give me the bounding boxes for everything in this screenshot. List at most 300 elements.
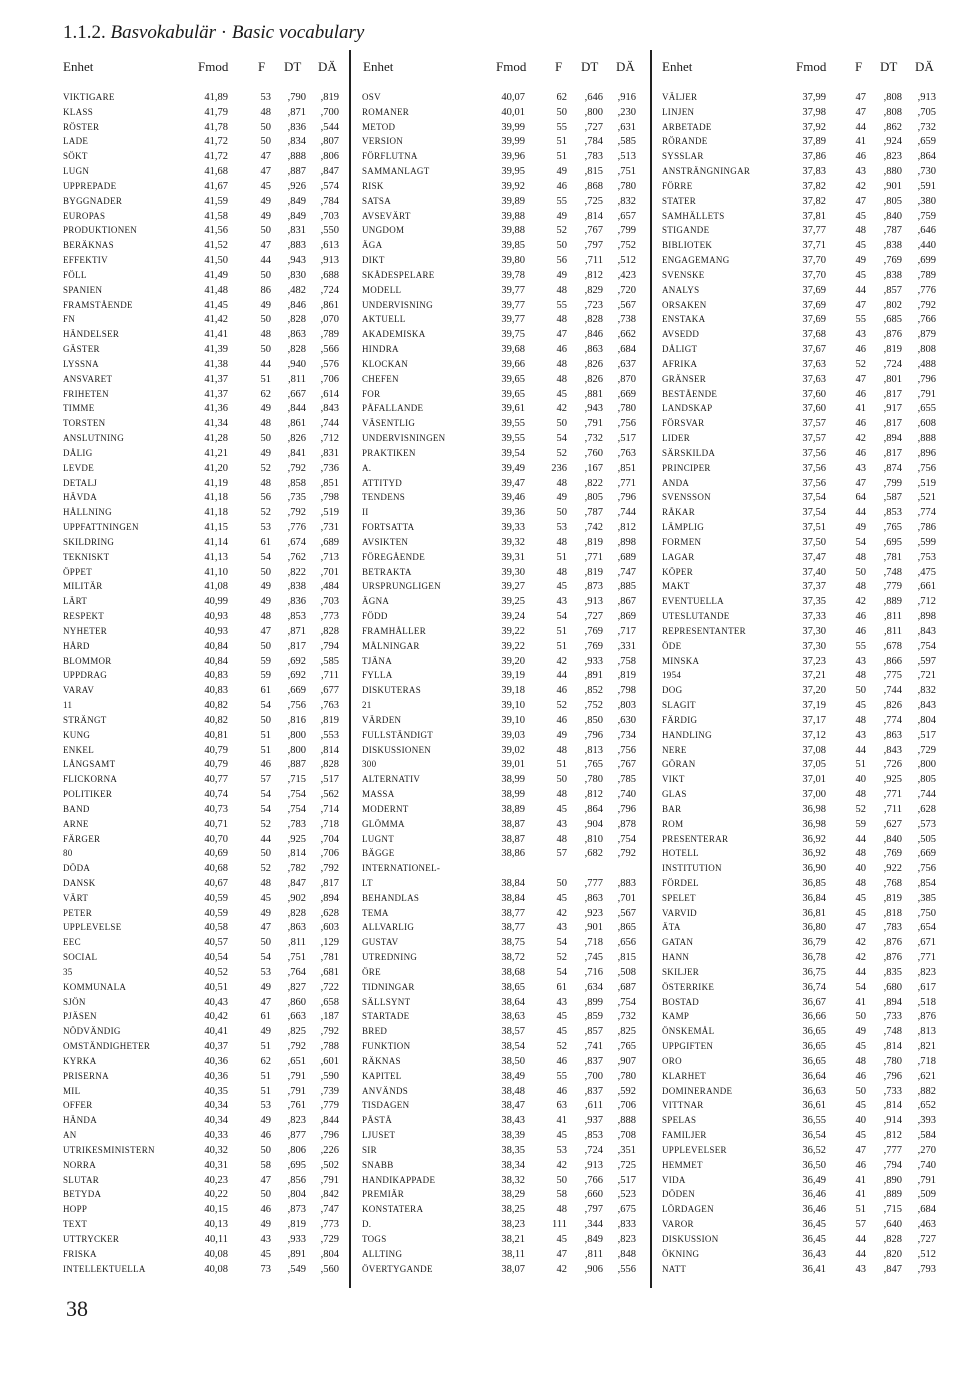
cell-dt: ,727 [584, 611, 603, 623]
cell-fmod: 41,50 [204, 255, 228, 267]
cell-da: ,861 [320, 299, 339, 311]
cell-fmod: 37,86 [802, 151, 826, 163]
cell-enhet: KLOCKAN [362, 358, 409, 369]
cell-da: ,780 [617, 180, 636, 192]
cell-dt: ,876 [883, 952, 902, 964]
cell-f: 44 [556, 670, 567, 682]
cell-fmod: 39,10 [501, 700, 525, 712]
cell-da: ,657 [617, 210, 636, 222]
cell-f: 54 [556, 966, 567, 978]
cell-enhet: BAR [662, 803, 682, 814]
cell-fmod: 39,55 [501, 433, 525, 445]
cell-fmod: 40,36 [204, 1070, 228, 1082]
cell-dt: ,828 [287, 344, 306, 356]
cell-enhet: ARBETADE [662, 121, 712, 132]
cell-da: ,876 [917, 1011, 936, 1023]
cell-f: 47 [260, 922, 271, 934]
cell-f: 43 [855, 166, 866, 178]
cell-fmod: 37,70 [802, 269, 826, 281]
cell-f: 52 [260, 462, 271, 474]
cell-dt: ,627 [883, 818, 902, 830]
cell-dt: ,783 [584, 151, 603, 163]
cell-fmod: 37,30 [802, 640, 826, 652]
cell-da: ,517 [617, 1174, 636, 1186]
cell-enhet: FOR [362, 388, 381, 399]
cell-enhet: NERE [662, 744, 687, 755]
cell-dt: ,819 [883, 344, 902, 356]
cell-f: 48 [855, 581, 866, 593]
cell-dt: ,771 [584, 551, 603, 563]
cell-enhet: RÖSTER [63, 121, 100, 132]
cell-dt: ,811 [288, 937, 306, 949]
cell-dt: ,828 [287, 907, 306, 919]
cell-dt: ,922 [883, 863, 902, 875]
cell-enhet: PREMIÄR [362, 1189, 405, 1200]
cell-fmod: 41,19 [204, 477, 228, 489]
cell-fmod: 40,51 [204, 981, 228, 993]
cell-enhet: FULLSTÄNDIGT [362, 729, 434, 740]
cell-f: 59 [260, 670, 271, 682]
cell-dt: ,837 [584, 1055, 603, 1067]
cell-f: 41 [855, 136, 866, 148]
cell-f: 49 [260, 1026, 271, 1038]
cell-enhet: ORO [662, 1055, 682, 1066]
cell-f: 46 [556, 1055, 567, 1067]
header-da: DÄ [915, 59, 934, 74]
cell-fmod: 39,68 [501, 344, 525, 356]
cell-fmod: 36,84 [802, 892, 826, 904]
cell-da: ,684 [617, 344, 636, 356]
cell-f: 46 [855, 625, 866, 637]
cell-f: 45 [556, 1130, 567, 1142]
cell-da: ,706 [320, 848, 339, 860]
cell-dt: ,692 [287, 670, 306, 682]
cell-dt: ,549 [287, 1263, 306, 1275]
header-dt: DT [581, 59, 599, 74]
cell-fmod: 40,73 [204, 803, 228, 815]
cell-enhet: VÄRT [63, 892, 89, 903]
cell-enhet: SPELET [662, 892, 696, 903]
cell-da: ,706 [617, 1100, 636, 1112]
cell-enhet: SPANIEN [63, 284, 103, 295]
cell-f: 111 [552, 1219, 567, 1231]
cell-fmod: 36,98 [802, 818, 826, 830]
cell-fmod: 41,20 [204, 462, 228, 474]
cell-enhet: HÅLLNING [63, 507, 112, 518]
cell-dt: ,937 [584, 1115, 603, 1127]
cell-enhet: DÖDA [63, 863, 91, 874]
cell-da: ,798 [320, 492, 339, 504]
cell-f: 49 [556, 729, 567, 741]
cell-dt: ,792 [287, 507, 306, 519]
cell-fmod: 40,81 [204, 729, 228, 741]
cell-da: ,792 [917, 299, 936, 311]
cell-fmod: 37,89 [802, 136, 826, 148]
cell-fmod: 40,35 [204, 1085, 228, 1097]
cell-da: ,793 [917, 1263, 936, 1275]
cell-f: 42 [855, 952, 866, 964]
cell-fmod: 39,66 [501, 358, 525, 370]
cell-fmod: 38,43 [501, 1115, 525, 1127]
cell-dt: ,843 [883, 744, 902, 756]
cell-enhet: TIMME [63, 403, 95, 414]
cell-fmod: 41,58 [204, 210, 228, 222]
cell-enhet: PRESENTERAR [662, 833, 729, 844]
cell-enhet: UNDERVISNINGEN [362, 433, 446, 444]
cell-da: ,736 [320, 462, 339, 474]
cell-fmod: 37,35 [802, 596, 826, 608]
cell-dt: ,725 [584, 195, 603, 207]
cell-enhet: TIDNINGAR [362, 981, 415, 992]
cell-da: ,519 [320, 507, 339, 519]
cell-dt: ,817 [287, 640, 306, 652]
cell-fmod: 39,75 [501, 329, 525, 341]
cell-da: ,806 [320, 151, 339, 163]
cell-enhet: DETALJ [63, 477, 98, 488]
cell-f: 61 [260, 685, 271, 697]
cell-da: ,763 [617, 447, 636, 459]
cell-dt: ,781 [883, 551, 902, 563]
cell-enhet: LJUSET [362, 1130, 396, 1141]
cell-f: 44 [260, 358, 271, 370]
cell-dt: ,881 [584, 388, 603, 400]
cell-f: 48 [556, 314, 567, 326]
cell-da: ,896 [917, 447, 936, 459]
cell-f: 45 [556, 1026, 567, 1038]
cell-dt: ,811 [884, 611, 902, 623]
cell-da: ,843 [917, 625, 936, 637]
cell-da: ,883 [617, 877, 636, 889]
cell-fmod: 38,75 [501, 937, 525, 949]
cell-enhet: VIKTIGARE [63, 92, 115, 102]
cell-f: 73 [260, 1263, 271, 1275]
cell-enhet: REPRESENTANTER [662, 625, 746, 636]
cell-fmod: 36,80 [802, 922, 826, 934]
cell-enhet: GRÄNSER [662, 373, 707, 384]
cell-f: 53 [260, 966, 271, 978]
cell-enhet: ÖDE [662, 640, 682, 651]
cell-dt: ,802 [883, 299, 902, 311]
cell-f: 50 [855, 1011, 866, 1023]
cell-da: ,713 [320, 551, 339, 563]
cell-fmod: 38,68 [501, 966, 525, 978]
cell-enhet: SATSA [362, 195, 392, 206]
cell-f: 43 [556, 996, 567, 1008]
cell-enhet: SNABB [362, 1159, 394, 1170]
cell-dt: ,816 [287, 714, 306, 726]
cell-enhet: LÄMPLIG [662, 522, 705, 533]
cell-dt: ,902 [287, 892, 306, 904]
cell-dt: ,797 [584, 1204, 603, 1216]
cell-dt: ,692 [287, 655, 306, 667]
cell-enhet: OMSTÄNDIGHETER [63, 1041, 151, 1052]
cell-dt: ,846 [287, 299, 306, 311]
cell-fmod: 41,28 [204, 433, 228, 445]
cell-enhet: BRED [362, 1026, 388, 1037]
cell-dt: ,891 [584, 670, 603, 682]
cell-da: ,712 [917, 596, 936, 608]
cell-fmod: 40,54 [204, 952, 228, 964]
cell-da: ,708 [617, 1130, 636, 1142]
cell-f: 48 [260, 877, 271, 889]
cell-fmod: 38,57 [501, 1026, 525, 1038]
cell-fmod: 39,30 [501, 566, 525, 578]
cell-f: 45 [855, 240, 866, 252]
header-fmod: Fmod [198, 59, 229, 74]
cell-fmod: 40,33 [204, 1130, 228, 1142]
cell-dt: ,805 [584, 492, 603, 504]
cell-f: 53 [260, 92, 271, 103]
cell-dt: ,777 [584, 877, 603, 889]
cell-dt: ,828 [883, 1233, 902, 1245]
cell-da: ,913 [320, 255, 339, 267]
cell-enhet: ÖPPET [63, 566, 93, 577]
cell-enhet: FN [63, 314, 76, 325]
cell-f: 45 [260, 1248, 271, 1260]
cell-da: ,226 [320, 1144, 339, 1156]
cell-enhet: VARVID [662, 907, 697, 918]
cell-enhet: LEVDE [63, 462, 94, 473]
cell-fmod: 39,47 [501, 477, 525, 489]
cell-enhet: DISKUSSION [662, 1233, 719, 1244]
cell-fmod: 38,07 [501, 1263, 525, 1275]
cell-fmod: 40,77 [204, 774, 228, 786]
cell-da: ,734 [617, 729, 636, 741]
cell-dt: ,669 [287, 685, 306, 697]
cell-enhet: MAKT [662, 581, 690, 592]
cell-f: 236 [551, 462, 567, 474]
cell-f: 63 [556, 1100, 567, 1112]
cell-enhet: DISKUSSIONEN [362, 744, 432, 755]
cell-dt: ,814 [584, 210, 603, 222]
cell-fmod: 40,34 [204, 1115, 228, 1127]
cell-da: ,729 [917, 744, 936, 756]
cell-dt: ,685 [883, 314, 902, 326]
cell-enhet: TEMA [362, 907, 389, 918]
cell-dt: ,800 [287, 744, 306, 756]
cell-da: ,894 [320, 892, 339, 904]
cell-dt: ,894 [883, 996, 902, 1008]
cell-f: 46 [855, 151, 866, 163]
cell-dt: ,847 [287, 877, 306, 889]
cell-dt: ,751 [287, 952, 306, 964]
cell-da: ,718 [917, 1055, 936, 1067]
cell-dt: ,783 [883, 922, 902, 934]
cell-dt: ,933 [287, 1233, 306, 1245]
cell-fmod: 37,92 [802, 121, 826, 133]
cell-dt: ,787 [584, 507, 603, 519]
cell-da: ,628 [320, 907, 339, 919]
cell-da: ,766 [917, 314, 936, 326]
cell-dt: ,925 [883, 774, 902, 786]
cell-enhet: UPPGIFTEN [662, 1041, 714, 1052]
cell-da: ,463 [917, 1219, 936, 1231]
cell-fmod: 39,89 [501, 195, 525, 207]
cell-enhet: DOMINERANDE [662, 1085, 733, 1096]
cell-fmod: 37,01 [802, 774, 826, 786]
cell-da: ,576 [320, 358, 339, 370]
cell-dt: ,791 [287, 1070, 306, 1082]
cell-fmod: 36,92 [802, 848, 826, 860]
cell-dt: ,863 [287, 329, 306, 341]
cell-fmod: 38,21 [501, 1233, 525, 1245]
cell-dt: ,344 [584, 1219, 603, 1231]
cell-da: ,774 [917, 507, 936, 519]
cell-da: ,637 [617, 358, 636, 370]
cell-f: 48 [855, 714, 866, 726]
cell-da: ,706 [320, 373, 339, 385]
cell-da: ,550 [320, 225, 339, 237]
cell-enhet: 11 [63, 700, 73, 711]
cell-fmod: 39,77 [501, 314, 525, 326]
cell-enhet: GÄSTER [63, 344, 100, 355]
cell-enhet: HÄNDA [63, 1115, 97, 1126]
cell-da: ,505 [917, 833, 936, 845]
cell-enhet: TEKNISKT [63, 551, 110, 562]
cell-f: 52 [556, 952, 567, 964]
cell-f: 49 [260, 210, 271, 222]
cell-fmod: 39,85 [501, 240, 525, 252]
cell-fmod: 36,55 [802, 1115, 826, 1127]
cell-fmod: 37,98 [802, 106, 826, 118]
cell-enhet: ORSAKEN [662, 299, 707, 310]
cell-fmod: 36,63 [802, 1085, 826, 1097]
cell-dt: ,826 [287, 433, 306, 445]
cell-f: 51 [260, 1041, 271, 1053]
cell-fmod: 38,63 [501, 1011, 525, 1023]
cell-enhet: OSV [362, 92, 381, 102]
cell-dt: ,651 [287, 1055, 306, 1067]
cell-enhet: ATTITYD [362, 477, 403, 488]
cell-da: ,765 [617, 1041, 636, 1053]
cell-f: 41 [855, 996, 866, 1008]
cell-dt: ,167 [584, 462, 603, 474]
cell-da: ,608 [917, 418, 936, 430]
cell-da: ,669 [617, 388, 636, 400]
cell-dt: ,904 [584, 818, 603, 830]
cell-f: 51 [556, 151, 567, 163]
cell-dt: ,766 [584, 1174, 603, 1186]
cell-da: ,888 [617, 1115, 636, 1127]
cell-fmod: 39,19 [501, 670, 525, 682]
cell-da: ,617 [917, 981, 936, 993]
cell-da: ,519 [917, 477, 936, 489]
cell-f: 52 [556, 700, 567, 712]
cell-f: 54 [260, 803, 271, 815]
cell-f: 42 [556, 907, 567, 919]
cell-f: 47 [260, 996, 271, 1008]
cell-enhet: LUGNT [362, 833, 394, 844]
cell-dt: ,760 [584, 447, 603, 459]
cell-f: 51 [556, 625, 567, 637]
cell-fmod: 39,65 [501, 388, 525, 400]
cell-f: 45 [855, 700, 866, 712]
cell-enhet: SPELAS [662, 1115, 697, 1126]
cell-enhet: MODELL [362, 284, 402, 295]
cell-da: ,800 [917, 759, 936, 771]
cell-enhet: UPPLEVELSER [662, 1144, 727, 1155]
cell-fmod: 38,99 [501, 789, 525, 800]
cell-f: 52 [260, 818, 271, 830]
cell-fmod: 39,46 [501, 492, 525, 504]
cell-f: 49 [260, 447, 271, 459]
cell-f: 45 [260, 180, 271, 192]
cell-enhet: TISDAGEN [362, 1100, 410, 1111]
cell-dt: ,873 [287, 1204, 306, 1216]
cell-fmod: 38,32 [501, 1174, 525, 1186]
cell-da: ,584 [917, 1130, 936, 1142]
cell-enhet: UNGDOM [362, 225, 405, 236]
cell-f: 52 [855, 358, 866, 370]
cell-enhet: GATAN [662, 937, 694, 948]
cell-fmod: 38,72 [501, 952, 525, 964]
cell-fmod: 41,49 [204, 269, 228, 281]
cell-dt: ,838 [883, 269, 902, 281]
cell-enhet: SKILDRING [63, 536, 115, 547]
cell-f: 47 [556, 1248, 567, 1260]
cell-da: ,807 [320, 136, 339, 148]
cell-da: ,601 [320, 1055, 339, 1067]
cell-f: 50 [260, 714, 271, 726]
cell-dt: ,732 [584, 433, 603, 445]
cell-enhet: TORSTEN [63, 418, 106, 429]
cell-fmod: 37,23 [802, 655, 826, 667]
cell-f: 40 [855, 1115, 866, 1127]
cell-enhet: VIKT [662, 774, 685, 785]
cell-f: 45 [260, 892, 271, 904]
cell-fmod: 37,33 [802, 611, 826, 623]
cell-enhet: UPPDRAG [63, 670, 108, 681]
cell-fmod: 36,41 [802, 1263, 826, 1275]
cell-f: 44 [260, 833, 271, 845]
cell-dt: ,771 [883, 789, 902, 800]
cell-enhet: HÄVDA [63, 492, 97, 503]
cell-dt: ,742 [584, 522, 603, 534]
cell-da: ,823 [617, 1233, 636, 1245]
cell-f: 46 [556, 685, 567, 697]
cell-fmod: 36,64 [802, 1070, 826, 1082]
cell-f: 48 [556, 1204, 567, 1216]
cell-dt: ,727 [584, 121, 603, 133]
cell-dt: ,849 [584, 1233, 603, 1245]
cell-da: ,129 [320, 937, 339, 949]
cell-da: ,671 [917, 937, 936, 949]
cell-dt: ,634 [584, 981, 603, 993]
cell-fmod: 40,23 [204, 1174, 228, 1186]
cell-da: ,521 [917, 492, 936, 504]
cell-da: ,585 [320, 655, 339, 667]
cell-fmod: 37,69 [802, 299, 826, 311]
cell-dt: ,838 [883, 240, 902, 252]
cell-dt: ,943 [287, 255, 306, 267]
cell-enhet: DISKUTERAS [362, 685, 422, 696]
cell-fmod: 37,30 [802, 625, 826, 637]
cell-f: 42 [855, 433, 866, 445]
cell-enhet: VAROR [662, 1219, 694, 1230]
header-enhet: Enhet [363, 59, 394, 74]
cell-f: 42 [855, 937, 866, 949]
cell-da: ,814 [320, 744, 339, 756]
cell-dt: ,754 [287, 803, 306, 815]
cell-fmod: 36,92 [802, 833, 826, 845]
cell-dt: ,828 [287, 314, 306, 326]
cell-fmod: 40,69 [204, 848, 228, 860]
cell-enhet: DÖDEN [662, 1189, 695, 1200]
cell-fmod: 39,49 [501, 462, 525, 474]
cell-f: 53 [556, 522, 567, 534]
cell-dt: ,906 [584, 1263, 603, 1275]
cell-fmod: 38,29 [501, 1189, 525, 1201]
